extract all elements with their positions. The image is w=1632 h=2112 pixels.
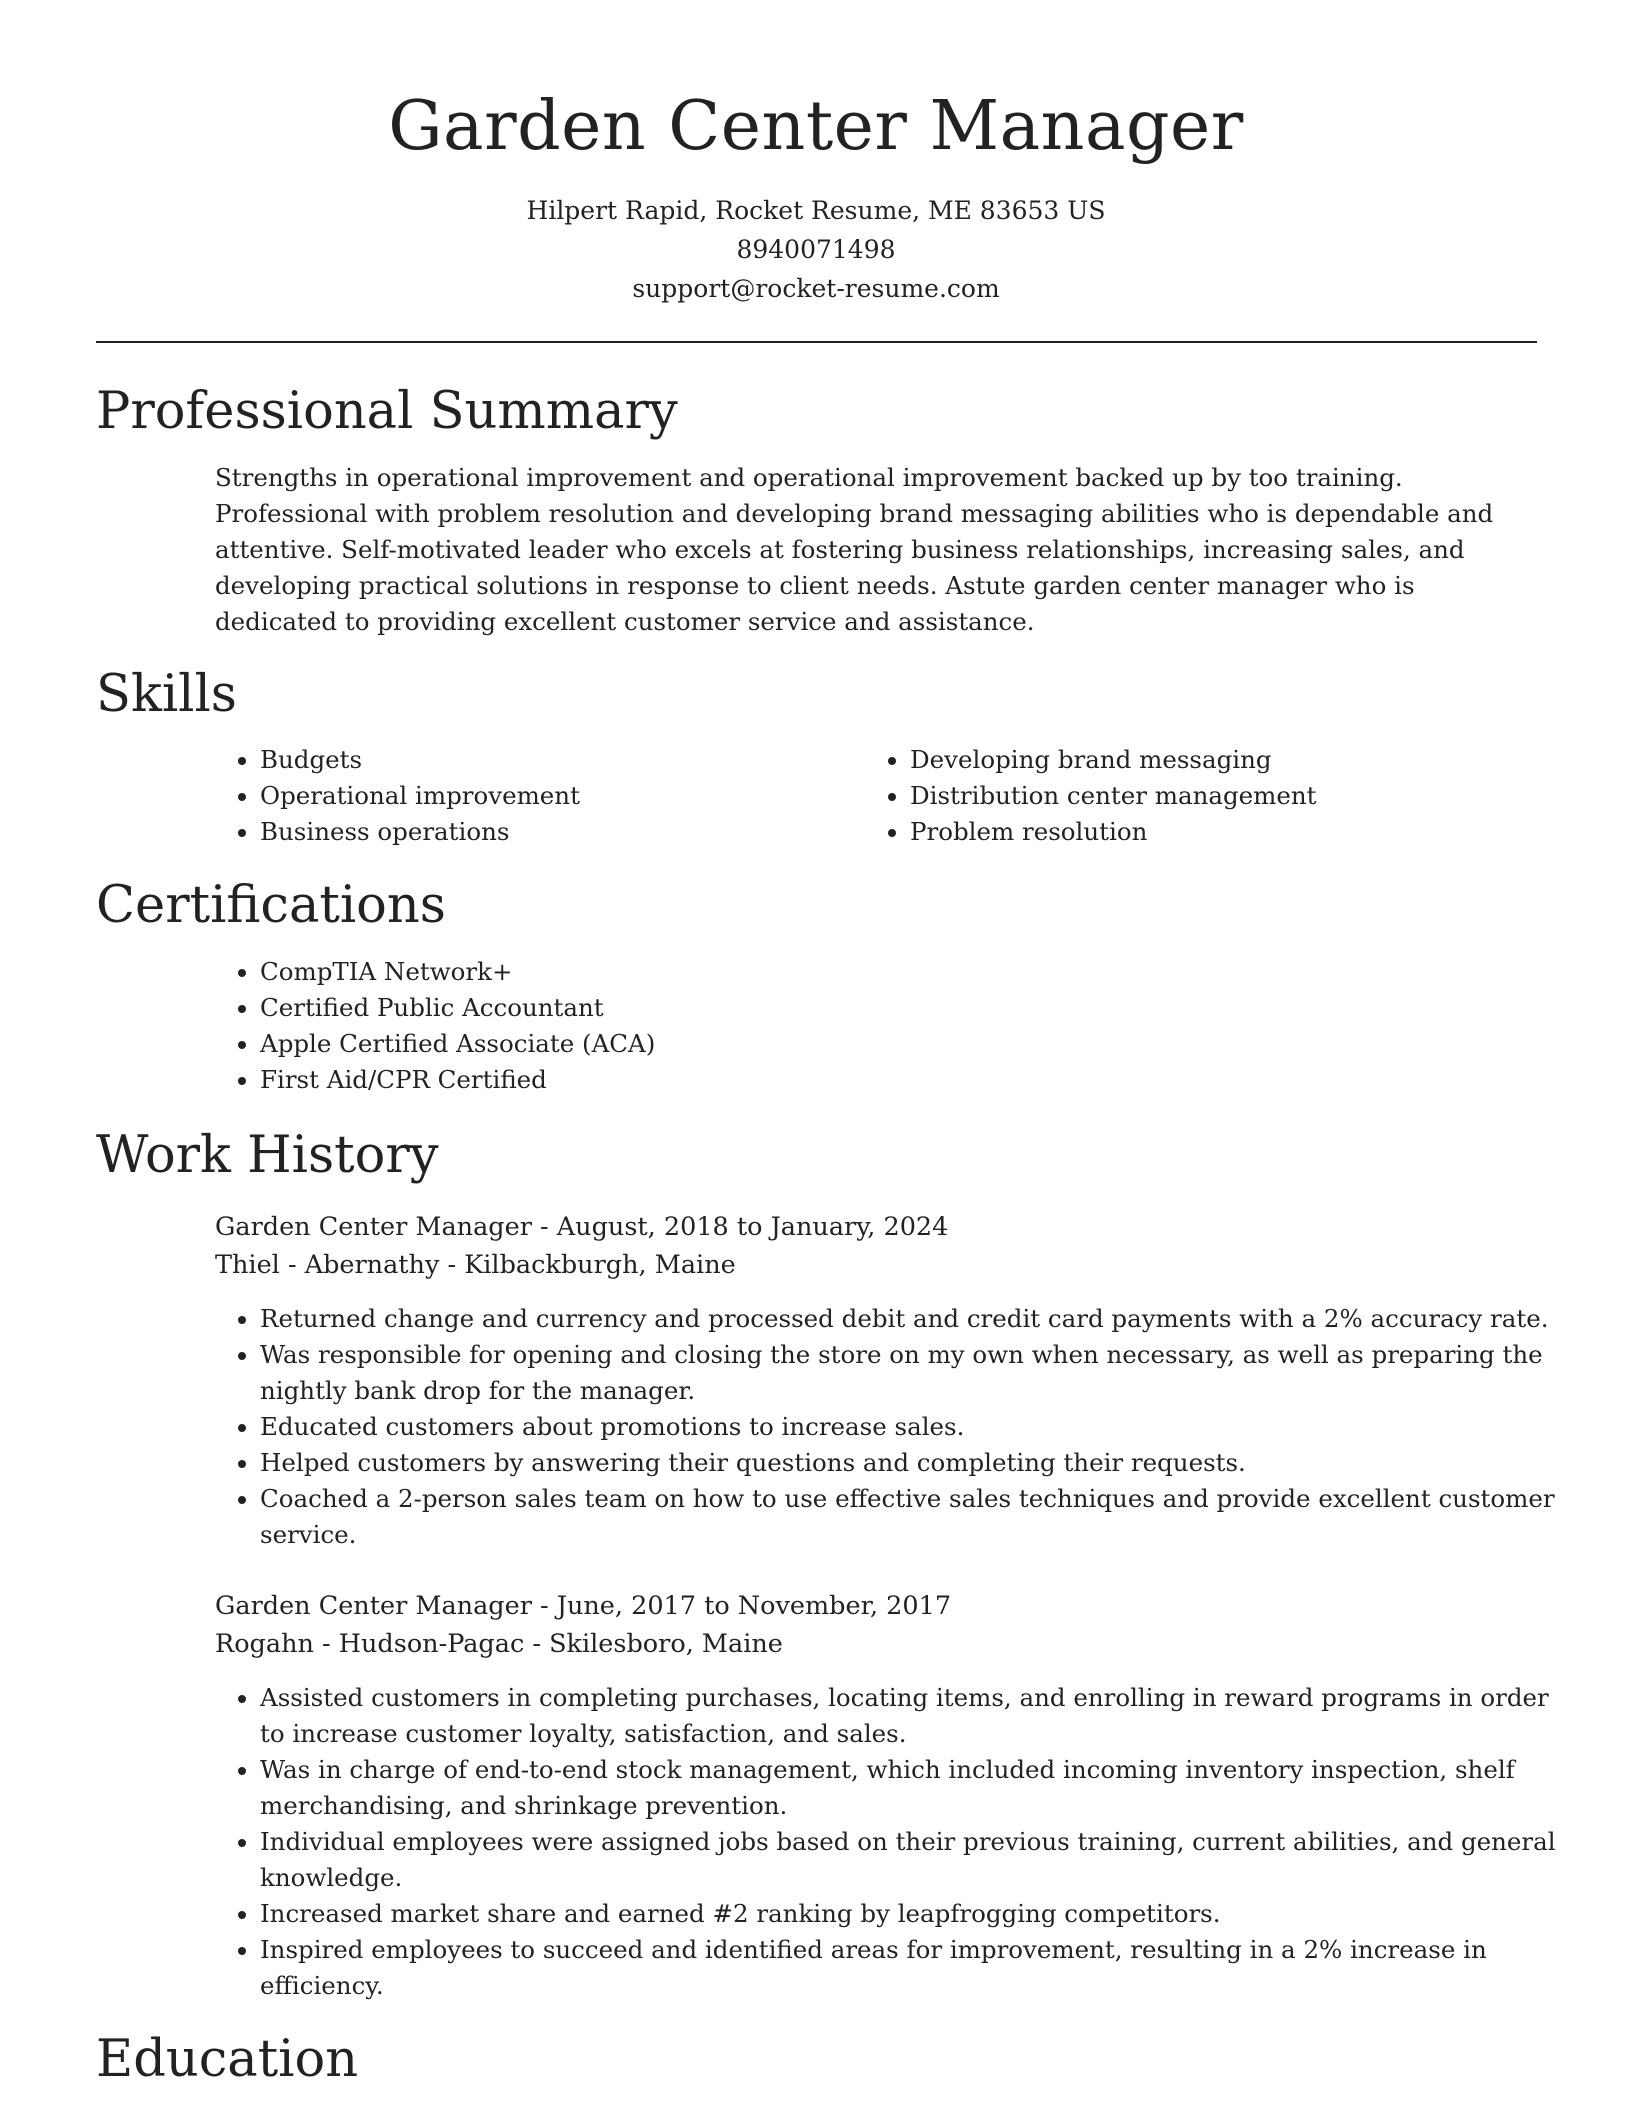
job-header [215,1208,1535,1284]
job-bullets [215,1301,1560,1553]
job-bullet: • Increased market share and earned #2 ranking by leapfrogging competitors. [260,1896,1560,1932]
skill-item: • Distribution center management [910,778,1550,814]
email: support@rocket-resume.com [632,274,1000,303]
certification-item: • Certified Public Accountant [260,990,1460,1026]
job-header [215,1587,1535,1663]
skill-item: • Developing brand messaging [910,742,1550,778]
job-bullet: • Returned change and currency and processed debit and credit card payments with a 2% accuracy rate. [260,1301,1560,1337]
education-heading: Education [96,2030,359,2089]
job-bullet: • Coached a 2-person sales team on how to use effective sales techniques and provide excellent customer service. [260,1481,1560,1553]
header-divider [96,341,1537,343]
certification-item: • First Aid/CPR Certified [260,1062,1460,1098]
job-bullet: • Educated customers about promotions to increase sales. [260,1409,1560,1445]
address: Hilpert Rapid, Rocket Resume, ME 83653 US [526,196,1106,225]
skills-list-right [865,742,1550,850]
summary-heading: Professional Summary [96,382,678,441]
job-title-line: Garden Center Manager - August, 2018 to January, 2024 [215,1212,949,1242]
job-company-line: Thiel - Abernathy - Kilbackburgh, Maine [215,1250,736,1280]
phone: 8940071498 [736,235,896,264]
certifications-list [215,954,1460,1098]
candidate-name: Garden Center Manager [388,87,1244,166]
job-bullet: • Helped customers by answering their questions and completing their requests. [260,1445,1560,1481]
skill-item: • Problem resolution [910,814,1550,850]
skills-heading: Skills [96,665,237,724]
job-bullet: • Individual employees were assigned jobs based on their previous training, current abilities, and general knowledge. [260,1824,1560,1896]
skill-item: • Business operations [260,814,860,850]
contact-block [0,191,1632,308]
job-bullet: • Was in charge of end-to-end stock management, which included incoming inventory inspection, shelf merchandising, and shrinkage prevention. [260,1752,1560,1824]
skill-item: • Operational improvement [260,778,860,814]
job-bullet: • Was responsible for opening and closing the store on my own when necessary, as well as preparing the nightly bank drop for the manager. [260,1337,1560,1409]
job-bullet: • Assisted customers in completing purchases, locating items, and enrolling in reward programs in order to increase customer loyalty, satisfaction, and sales. [260,1680,1560,1752]
certification-item: • CompTIA Network+ [260,954,1460,990]
skills-list-left [215,742,860,850]
certification-item: • Apple Certified Associate (ACA) [260,1026,1460,1062]
job-bullet: • Inspired employees to succeed and identified areas for improvement, resulting in a 2% increase in efficiency. [260,1932,1560,2004]
job-bullets [215,1680,1560,2004]
job-company-line: Rogahn - Hudson-Pagac - Skilesboro, Maine [215,1629,783,1659]
certifications-heading: Certifications [96,876,446,935]
job-title-line: Garden Center Manager - June, 2017 to November, 2017 [215,1591,952,1621]
work-history-heading: Work History [96,1126,439,1185]
summary-text: Strengths in operational improvement and operational improvement backed up by too training. Professional with problem resolution and developing brand messaging abilities who is dependable and attentive. Self-motivated leader who excels at fostering business relationships, increasing sales, and developing practical solutions in response to client needs. Astute garden center manager who is dedicated to providing excellent customer service and assistance. [215,463,1494,636]
skill-item: • Budgets [260,742,860,778]
